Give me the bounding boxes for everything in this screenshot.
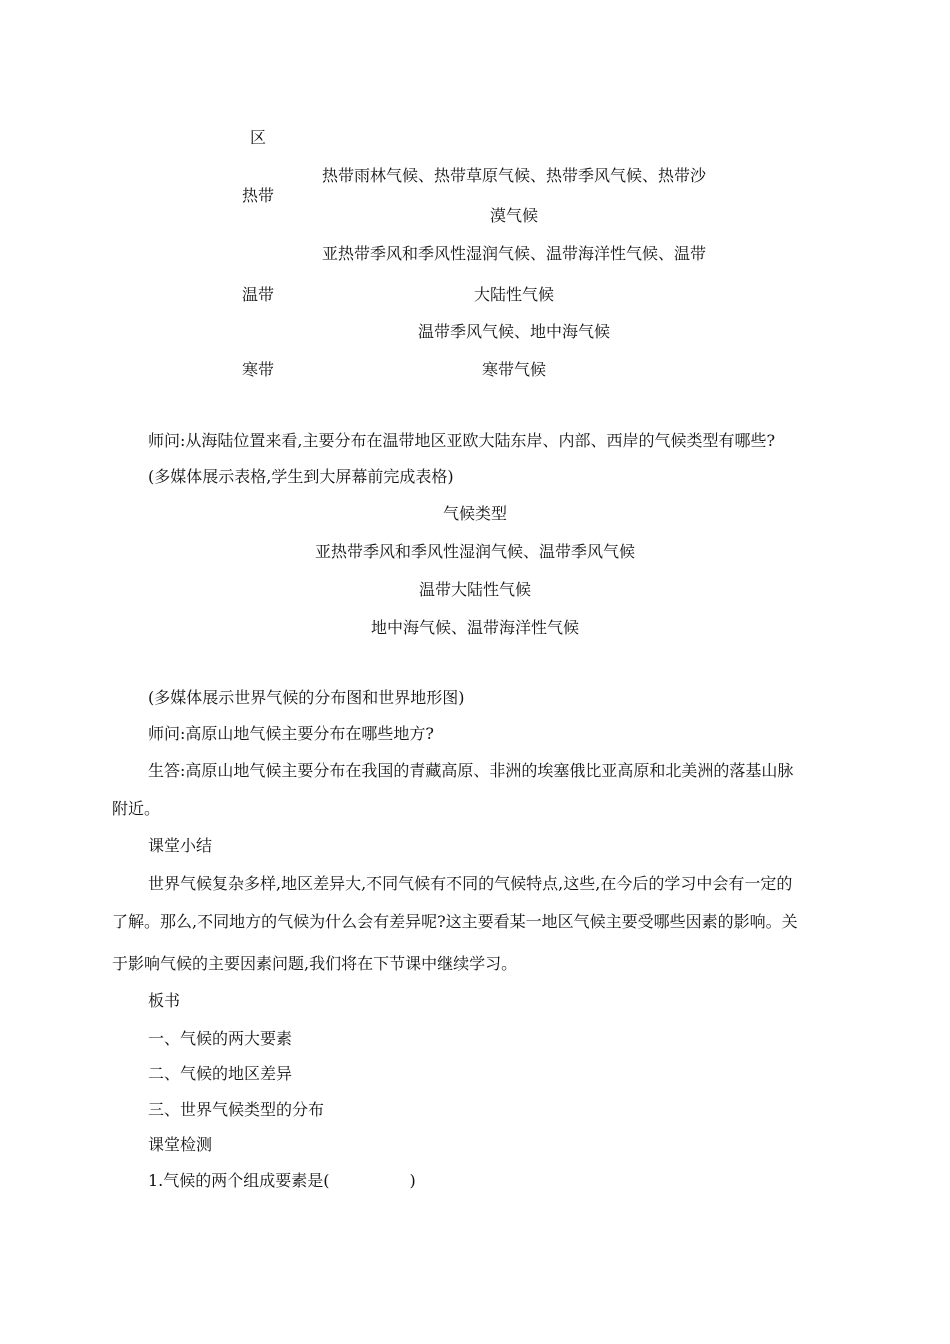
student-answer-line1: 生答:高原山地气候主要分布在我国的青藏高原、非洲的埃塞俄比亚高原和北美洲的落基山脉 (148, 761, 794, 780)
zone-label-tropical: 热带 (242, 186, 275, 205)
climate-table-row: 地中海气候、温带海洋性气候 (370, 618, 579, 637)
student-answer-line2: 附近。 (112, 799, 161, 818)
summary-line2: 了解。那么,不同地方的气候为什么会有差异呢?这主要看某一地区气候主要受哪些因素的影响。关 (112, 912, 798, 931)
zone-label-qu: 区 (250, 128, 267, 147)
climate-table-row: 温带大陆性气候 (418, 580, 531, 599)
tropical-climates-line2: 漠气候 (489, 206, 538, 225)
board-item: 一、气候的两大要素 (148, 1029, 293, 1048)
multimedia-note-1: (多媒体展示表格,学生到大屏幕前完成表格) (148, 467, 454, 486)
quiz-question-1: 1.气候的两个组成要素是( ) (148, 1171, 416, 1190)
zone-label-temperate: 温带 (242, 285, 275, 304)
temperate-climates-line2: 大陆性气候 (473, 285, 554, 304)
summary-line3: 于影响气候的主要因素问题,我们将在下节课中继续学习。 (112, 954, 518, 973)
summary-title: 课堂小结 (148, 836, 213, 855)
board-title: 板书 (148, 991, 181, 1010)
board-item: 三、世界气候类型的分布 (148, 1100, 325, 1119)
zone-label-frigid: 寒带 (242, 360, 275, 379)
teacher-question-1: 师问:从海陆位置来看,主要分布在温带地区亚欧大陆东岸、内部、西岸的气候类型有哪些? (148, 431, 776, 450)
multimedia-note-2: (多媒体展示世界气候的分布图和世界地形图) (148, 688, 465, 707)
climate-table-row: 亚热带季风和季风性湿润气候、温带季风气候 (314, 542, 635, 561)
tropical-climates-line1: 热带雨林气候、热带草原气候、热带季风气候、热带沙 (321, 166, 706, 185)
climate-table-header: 气候类型 (442, 504, 507, 523)
teacher-question-2: 师问:高原山地气候主要分布在哪些地方? (148, 724, 434, 743)
frigid-climates-line1: 寒带气候 (481, 360, 546, 379)
board-item: 二、气候的地区差异 (148, 1064, 293, 1083)
summary-line1: 世界气候复杂多样,地区差异大,不同气候有不同的气候特点,这些,在今后的学习中会有一定的 (148, 874, 793, 893)
temperate-climates-line1: 亚热带季风和季风性湿润气候、温带海洋性气候、温带 (321, 244, 706, 263)
temperate-climates-line3: 温带季风气候、地中海气候 (417, 322, 610, 341)
quiz-title: 课堂检测 (148, 1135, 213, 1154)
